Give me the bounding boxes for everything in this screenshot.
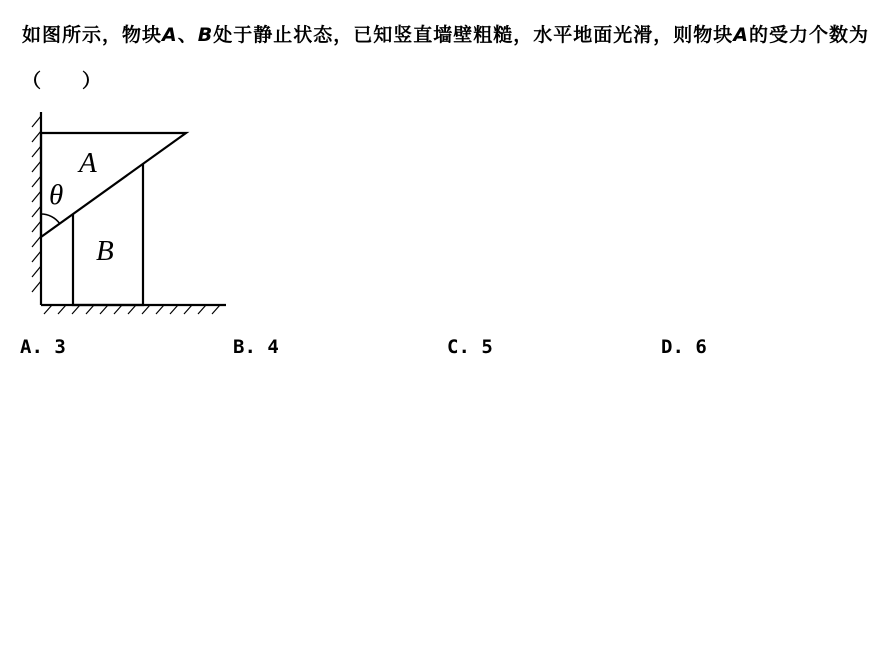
option-c-value: 5 — [481, 336, 493, 358]
option-d-value: 6 — [695, 336, 707, 358]
option-d[interactable] — [661, 336, 707, 358]
question-part-3: 的受力个数为（ ） — [22, 24, 869, 92]
question-part-2: 处于静止状态，已知竖直墙壁粗糙，水平地面光滑，则物块 — [213, 24, 734, 46]
option-b-value: 4 — [267, 336, 279, 358]
theta-angle-arc — [41, 214, 60, 224]
block-a-variable-2: A — [733, 24, 749, 46]
option-a[interactable] — [20, 336, 66, 358]
option-c-letter: C. — [447, 336, 470, 358]
block-a-label: A — [79, 147, 97, 179]
option-a-letter: A. — [20, 336, 43, 358]
question-part-1: 如图所示，物块 — [22, 24, 163, 46]
block-b-label: B — [96, 235, 114, 267]
question-text — [22, 12, 882, 104]
floor-hatching — [44, 305, 220, 314]
option-b[interactable] — [233, 336, 279, 358]
physics-figure — [24, 104, 230, 318]
figure-svg — [24, 104, 230, 318]
theta-label: θ — [49, 179, 64, 211]
option-d-letter: D. — [661, 336, 684, 358]
block-a-variable: A — [162, 24, 178, 46]
question-separator: 、 — [177, 24, 198, 46]
block-b-variable: B — [197, 24, 214, 46]
option-a-value: 3 — [54, 336, 66, 358]
wall-hatching — [32, 116, 41, 292]
option-c[interactable] — [447, 336, 493, 358]
option-b-letter: B. — [233, 336, 256, 358]
answer-options — [20, 336, 780, 362]
